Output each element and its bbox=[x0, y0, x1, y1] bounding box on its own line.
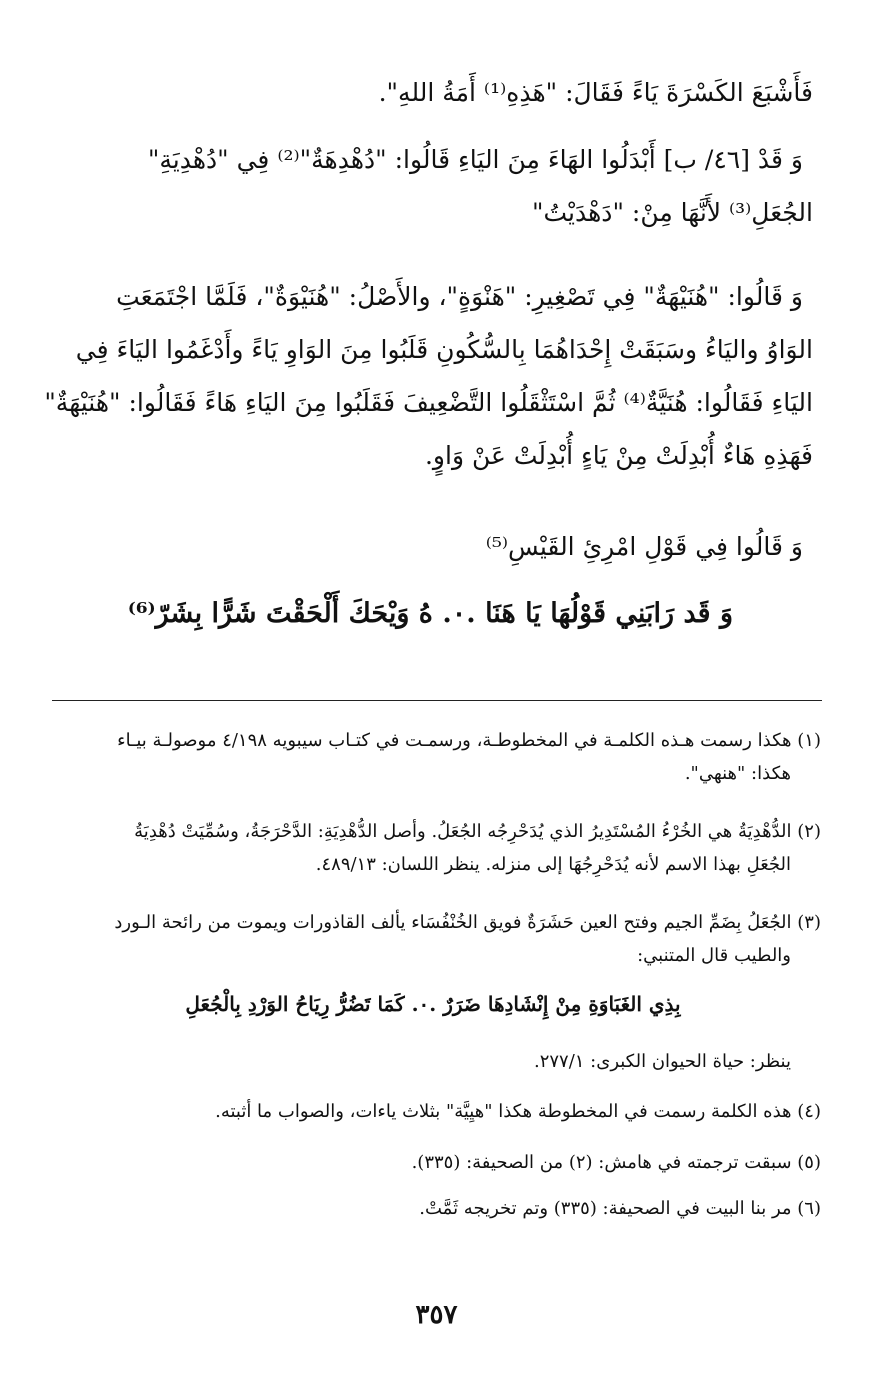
text-line: اليَاءِ فَقَالُوا: هُنَيَّةٌ⁽⁴⁾ ثُمَّ اسْتَثْقَلُوا التَّضْعِيفَ فَقَلَبُوا مِنَ اليَاءِ هَاءً فَقَالُوا: "هُنَيْهَةٌ" bbox=[44, 388, 813, 417]
paragraph-4 bbox=[63, 520, 813, 573]
text-line: فَهَذِهِ هَاءٌ أُبْدِلَتْ مِنْ يَاءٍ أُبْدِلَتْ عَنْ وَاوٍ. bbox=[424, 441, 813, 470]
text-line: وَ قَالُوا: "هُنَيْهَةٌ" فِي تَصْغِيرِ: "هَنْوَةٍ"، والأَصْلُ: "هُنَيْوَةٌ"، فَلَمَّا اجْتَمَعَتِ bbox=[116, 282, 803, 311]
text-line: وَ قَالُوا فِي قَوْلِ امْرِئِ القَيْسِ⁽⁵⁾ bbox=[485, 532, 803, 561]
footnote-line: (١) هكذا رسمت هـذه الكلمـة في المخطوطـة، ورسمـت في كتـاب سيبويه ٤/١٩٨ موصولـة بيـاء bbox=[117, 730, 821, 751]
paragraph-1 bbox=[63, 66, 813, 119]
footnote-1 bbox=[51, 724, 821, 790]
footnote-line: ينظر: حياة الحيوان الكبرى: ٢٧٧/١. bbox=[533, 1051, 791, 1072]
footnote-3-reference bbox=[51, 1045, 821, 1078]
footnote-line: (٣) الجُعَلُ بِضَمِّ الجيم وفتح العين حَشَرَةٌ فويق الخُنْفُسَاء يألف القاذورات ويموت من رائحة الـورد bbox=[114, 912, 821, 933]
footnote-4 bbox=[51, 1095, 821, 1128]
poem-verse: وَ قَد رَابَنِي قَوْلُهَا يَا هَنَا .٠. هُ وَيْحَكَ أَلْحَقْتَ شَرًّا بِشَرّ⁽⁶⁾ bbox=[127, 598, 733, 629]
paragraph-2 bbox=[63, 133, 813, 239]
footnote-line: (٥) سبقت ترجمته في هامش: (٢) من الصحيفة: (٣٣٥). bbox=[411, 1152, 821, 1173]
footnote-6 bbox=[51, 1192, 821, 1225]
footnote-line: (٢) الدُّهْدِيَةُ هي الخُرْءُ المُسْتَدِيرُ الذي يُدَحْرِجُه الجُعَلُ. وأصل الدُّهْدِيَةِ: الدَّحْرَجَةُ، وسُمِّيَتْ دُهْدِيَةُ bbox=[134, 821, 821, 842]
text-line: الجُعَلِ⁽³⁾ لأَنَّهَا مِنْ: "دَهْدَيْتُ" bbox=[532, 198, 813, 227]
text-line: الوَاوُ واليَاءُ وسَبَقَتْ إِحْدَاهُمَا بِالسُّكُونِ قَلَبُوا مِنَ الوَاوِ يَاءً وأَدْغَمُوا اليَاءَ فِي bbox=[75, 335, 813, 364]
footnote-divider bbox=[52, 700, 822, 701]
footnote-line: هكذا: "هنهي". bbox=[684, 763, 791, 784]
footnote-5 bbox=[51, 1146, 821, 1179]
paragraph-3 bbox=[44, 270, 813, 482]
footnote-line: (٤) هذه الكلمة رسمت في المخطوطة هكذا "هيِيَّة" بثلاث ياءات، والصواب ما أثبته. bbox=[215, 1101, 821, 1122]
footnote-3 bbox=[51, 906, 821, 972]
footnote-line: (٦) مر بنا البيت في الصحيفة: (٣٣٥) وتم تخريجه ثَمَّتْ. bbox=[419, 1198, 821, 1219]
footnote-line: والطيب قال المتنبي: bbox=[637, 945, 791, 966]
footnote-3-verse: بِذِي الغَبَاوَةِ مِنْ إِنْشَادِهَا ضَرَرٌ .٠. كَمَا تَضُرُّ رِيَاحُ الوَرْدِ بِالْجُعَلِ bbox=[185, 992, 681, 1016]
text-line: وَ قَدْ [٤٦/ ب] أَبْدَلُوا الهَاءَ مِنَ اليَاءِ قَالُوا: "دُهْدِهَةٌ"⁽²⁾ فِي "دُهْدِيَةِ" bbox=[147, 145, 803, 174]
page-number: ٣٥٧ bbox=[415, 1300, 458, 1330]
footnote-2 bbox=[51, 815, 821, 881]
footnote-line: الجُعَلِ بهذا الاسم لأنه يُدَحْرِجُهَا إلى منزله. ينظر اللسان: ٤٨٩/١٣. bbox=[315, 854, 791, 875]
text-line: فَأَشْبَعَ الكَسْرَةَ يَاءً فَقَالَ: "هَذِهِ⁽¹⁾ أَمَةُ اللهِ". bbox=[378, 78, 813, 107]
